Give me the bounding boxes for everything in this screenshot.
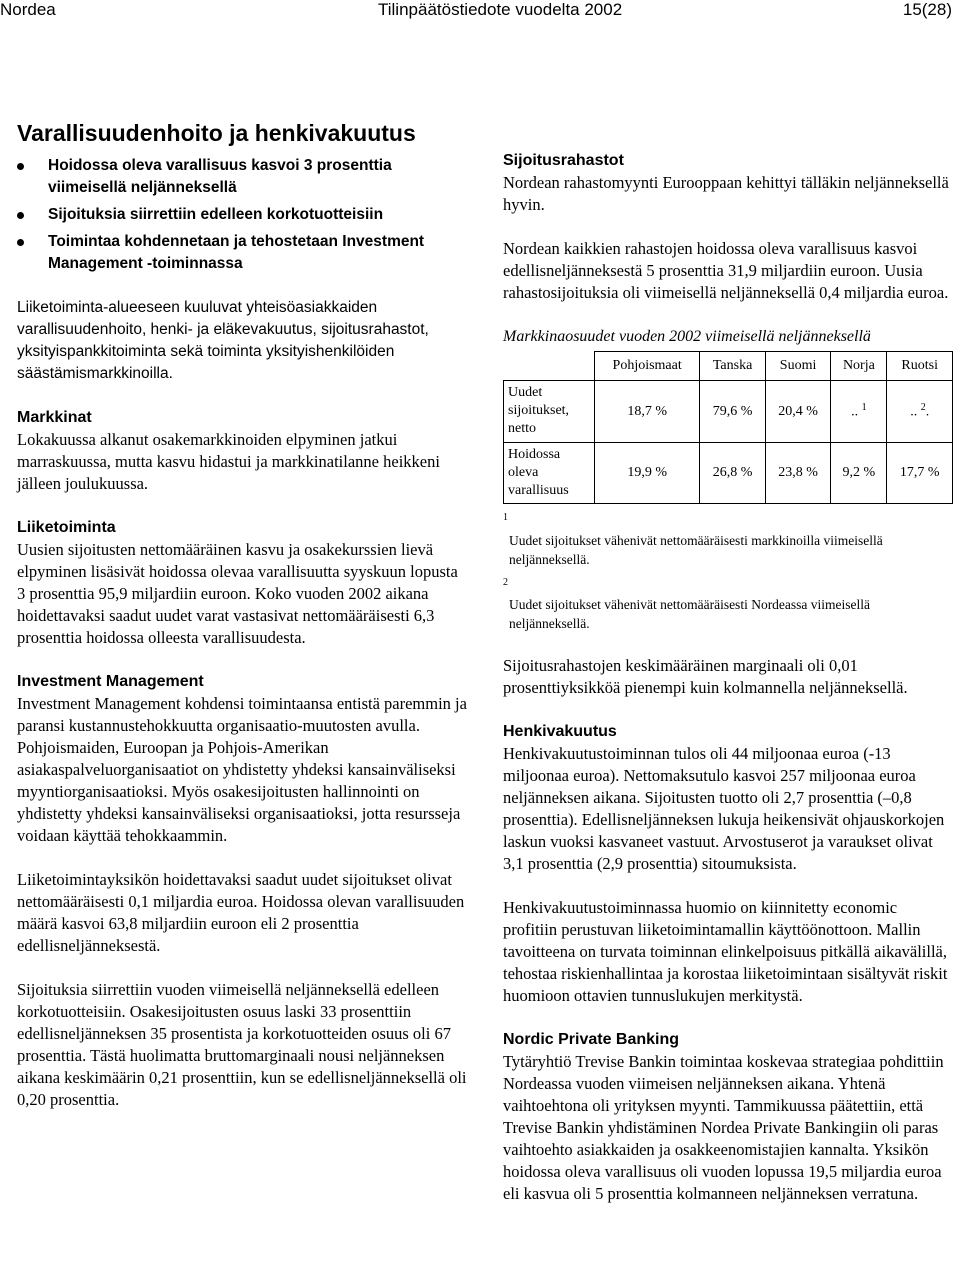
table-cell: 17,7 % bbox=[887, 443, 953, 504]
bullet-icon bbox=[17, 239, 24, 246]
table-cell: 18,7 % bbox=[595, 381, 700, 443]
liiketoiminta-text: Uusien sijoitusten nettomääräinen kasvu ja osakekurssien lievä elpyminen lisäsivät hoidossa olevaa varallisuutta syyskuun lopusta 3 prosenttia 95,9 miljardiin euroon. Koko vuoden 2002 aikana hoidettavaksi saadut uudet varat vastasivat nettomääräisesti 6,3 prosenttia hoidossa olleesta varallisuudesta. bbox=[17, 540, 458, 647]
table-cell: 23,8 % bbox=[765, 443, 831, 504]
col-header-tanska: Tanska bbox=[700, 352, 766, 381]
table-cell: 79,6 % bbox=[700, 381, 766, 443]
investment-management-p1: Investment Management kohdensi toimintaansa entistä paremmin ja paransi kustannustehokkuutta organisaatio-muutosten avulla. Pohjoismaiden, Euroopan ja Pohjois-Amerikan asiakaspalveluorganisaatiot on yhdistetty yhdeksi kansainväliseksi myyntiorganisaatioksi. Myös osakesijoitusten hallinnointi on yhdistetty yhdeksi kansainväliseksi organisaatioksi, jotta resursseja voidaan käyttää tehokkaammin. bbox=[17, 694, 467, 845]
left-column bbox=[17, 155, 467, 1111]
table-cell: 20,4 % bbox=[765, 381, 831, 443]
right-column bbox=[503, 150, 953, 1205]
row-label: Uudet sijoitukset, netto bbox=[504, 381, 595, 443]
markkinat-heading: Markkinat bbox=[17, 409, 92, 426]
sijoitusrahastot-p1: Nordean rahastomyynti Eurooppaan kehittyi tälläkin neljänneksellä hyvin. bbox=[503, 173, 949, 214]
markkinat-text: Lokakuussa alkanut osakemarkkinoiden elpyminen jatkui marraskuussa, mutta kasvu hidastui ja markkinatilanne heikkeni jälleen joulukuussa. bbox=[17, 430, 440, 493]
page-number: 15(28) bbox=[902, 0, 952, 19]
bullet-icon bbox=[17, 212, 24, 219]
nordic-private-banking-p1: Tytäryhtiö Trevise Bankin toimintaa koskevaa strategiaa pohdittiin Nordeassa vuoden viimeisen neljänneksen aikana. Yhtenä vaihtoehtona oli yrityksen myynti. Tammikuussa päätettiin, että Trevise Bankin yhdistäminen Nordea Private Bankingiin oli paras vaihtoehto asiakkaiden ja osakkeenomistajien kannalta. Yksikön hoidossa oleva varallisuus oli vuoden lopussa 19,5 miljardia euroa eli kasvua oli 5 prosenttia kolmanneen neljänneksen verratuna. bbox=[503, 1052, 944, 1203]
market-share-table-title: Markkinaosuudet vuoden 2002 viimeisellä neljänneksellä bbox=[503, 328, 871, 345]
table-cell: .. $^2$. bbox=[887, 381, 953, 443]
sijoitusrahastot-heading: Sijoitusrahastot bbox=[503, 152, 624, 169]
bullet-icon bbox=[17, 163, 24, 170]
table-header-row bbox=[504, 352, 953, 381]
footnote-ref: 2 bbox=[920, 402, 926, 414]
footnote-2: $^2$Uudet sijoitukset vähenivät nettomääräisesti Nordeassa viimeisellä neljänneksellä. bbox=[503, 576, 871, 631]
highlight-item: Toimintaa kohdennetaan ja tehostetaan Investment Management -toiminnassa bbox=[17, 231, 467, 275]
highlights-list bbox=[17, 155, 467, 275]
table-cell: 26,8 % bbox=[700, 443, 766, 504]
report-title: Tilinpäätöstiedote vuodelta 2002 bbox=[378, 0, 623, 19]
page-header bbox=[0, 0, 960, 22]
table-cell: 9,2 % bbox=[831, 443, 887, 504]
intro-paragraph: Liiketoiminta-alueeseen kuuluvat yhteisöasiakkaiden varallisuudenhoito, henki- ja eläkevakuutus, sijoitusrahastot, yksityispankkitoiminta sekä toiminta yksityishenkilöiden säästämismarkkinoilla. bbox=[17, 299, 429, 382]
henkivakuutus-p2: Henkivakuutustoiminnassa huomio on kiinnitetty economic profitiin perustuvan liiketoimintamallin käyttöönottoon. Mallin tavoitteena on turvata toiminnan elinkelpoisuus pitkällä aikavälillä, tehostaa riskienhallintaa ja korostaa liiketoimintaan sisältyvät riskit huomioon ottavien tunnuslukujen merkitystä. bbox=[503, 898, 948, 1005]
footnote-ref: 1 bbox=[861, 402, 867, 414]
sijoitusrahastot-p2: Nordean kaikkien rahastojen hoidossa oleva varallisuus kasvoi edellisneljänneksestä 5 prosenttia 31,9 miljardiin euroon. Uusia rahastosijoituksia oli viimeisellä neljänneksellä 0,4 miljardia euroa. bbox=[503, 239, 949, 302]
footnote-1: $^1$Uudet sijoitukset vähenivät nettomääräisesti markkinoilla viimeisellä neljänneksellä. bbox=[503, 512, 883, 567]
liiketoiminta-heading: Liiketoiminta bbox=[17, 519, 116, 536]
table-cell: .. $^1$ bbox=[831, 381, 887, 443]
table-corner bbox=[504, 352, 595, 381]
nordic-private-banking-heading: Nordic Private Banking bbox=[503, 1031, 680, 1048]
section-title: Varallisuudenhoito ja henkivakuutus bbox=[17, 120, 416, 146]
highlight-item: Hoidossa oleva varallisuus kasvoi 3 prosenttia viimeisellä neljänneksellä bbox=[17, 155, 467, 199]
investment-management-p2: Liiketoimintayksikön hoidettavaksi saadut uudet sijoitukset olivat nettomääräisesti 0,1 miljardia euroa. Hoidossa olevan varallisuuden määrä kasvoi 63,8 miljardiin euroon eli 2 prosenttia edellisneljänneksestä. bbox=[17, 870, 465, 955]
market-share-table bbox=[503, 351, 953, 504]
row-label: Hoidossa oleva varallisuus bbox=[504, 443, 595, 504]
table-row bbox=[504, 443, 953, 504]
henkivakuutus-heading: Henkivakuutus bbox=[503, 723, 617, 740]
col-header-pohjoismaat: Pohjoismaat bbox=[595, 352, 700, 381]
col-header-norja: Norja bbox=[831, 352, 887, 381]
henkivakuutus-p1: Henkivakuutustoiminnan tulos oli 44 miljoonaa euroa (-13 miljoonaa euroa). Nettomaksutulo kasvoi 257 miljoonaa euroa neljänneksen aikana. Sijoitusten tuotto oli 2,7 prosenttia (–0,8 prosenttia). Edellisneljänneksen lukuja heikensivät ohjauskorkojen laskun vuoksi kasvaneet vastuut. Arvostuserot ja varaukset olivat 3,1 prosenttia (2,9 prosenttia) sitoumuksista. bbox=[503, 744, 945, 873]
company-name: Nordea bbox=[0, 0, 56, 19]
sijoitusrahastot-after-table: Sijoitusrahastojen keskimääräinen marginaali oli 0,01 prosenttiyksikköä pienempi kuin kolmannella neljänneksellä. bbox=[503, 656, 908, 697]
col-header-suomi: Suomi bbox=[765, 352, 831, 381]
table-cell: 19,9 % bbox=[595, 443, 700, 504]
investment-management-p3: Sijoituksia siirrettiin vuoden viimeisellä neljänneksellä edelleen korkotuotteisiin. Osakesijoitusten osuus laski 33 prosenttiin edellisneljänneksen 35 prosentista ja korkotuotteiden osuus oli 67 prosenttia. Tästä huolimatta bruttomarginaali nousi neljänneksen aikana keskimäärin 0,21 prosenttiin, kun se edellisneljänneksellä oli 0,20 prosenttia. bbox=[17, 980, 467, 1109]
highlight-item: Sijoituksia siirrettiin edelleen korkotuotteisiin bbox=[17, 204, 467, 226]
investment-management-heading: Investment Management bbox=[17, 673, 204, 690]
table-row bbox=[504, 381, 953, 443]
col-header-ruotsi: Ruotsi bbox=[887, 352, 953, 381]
